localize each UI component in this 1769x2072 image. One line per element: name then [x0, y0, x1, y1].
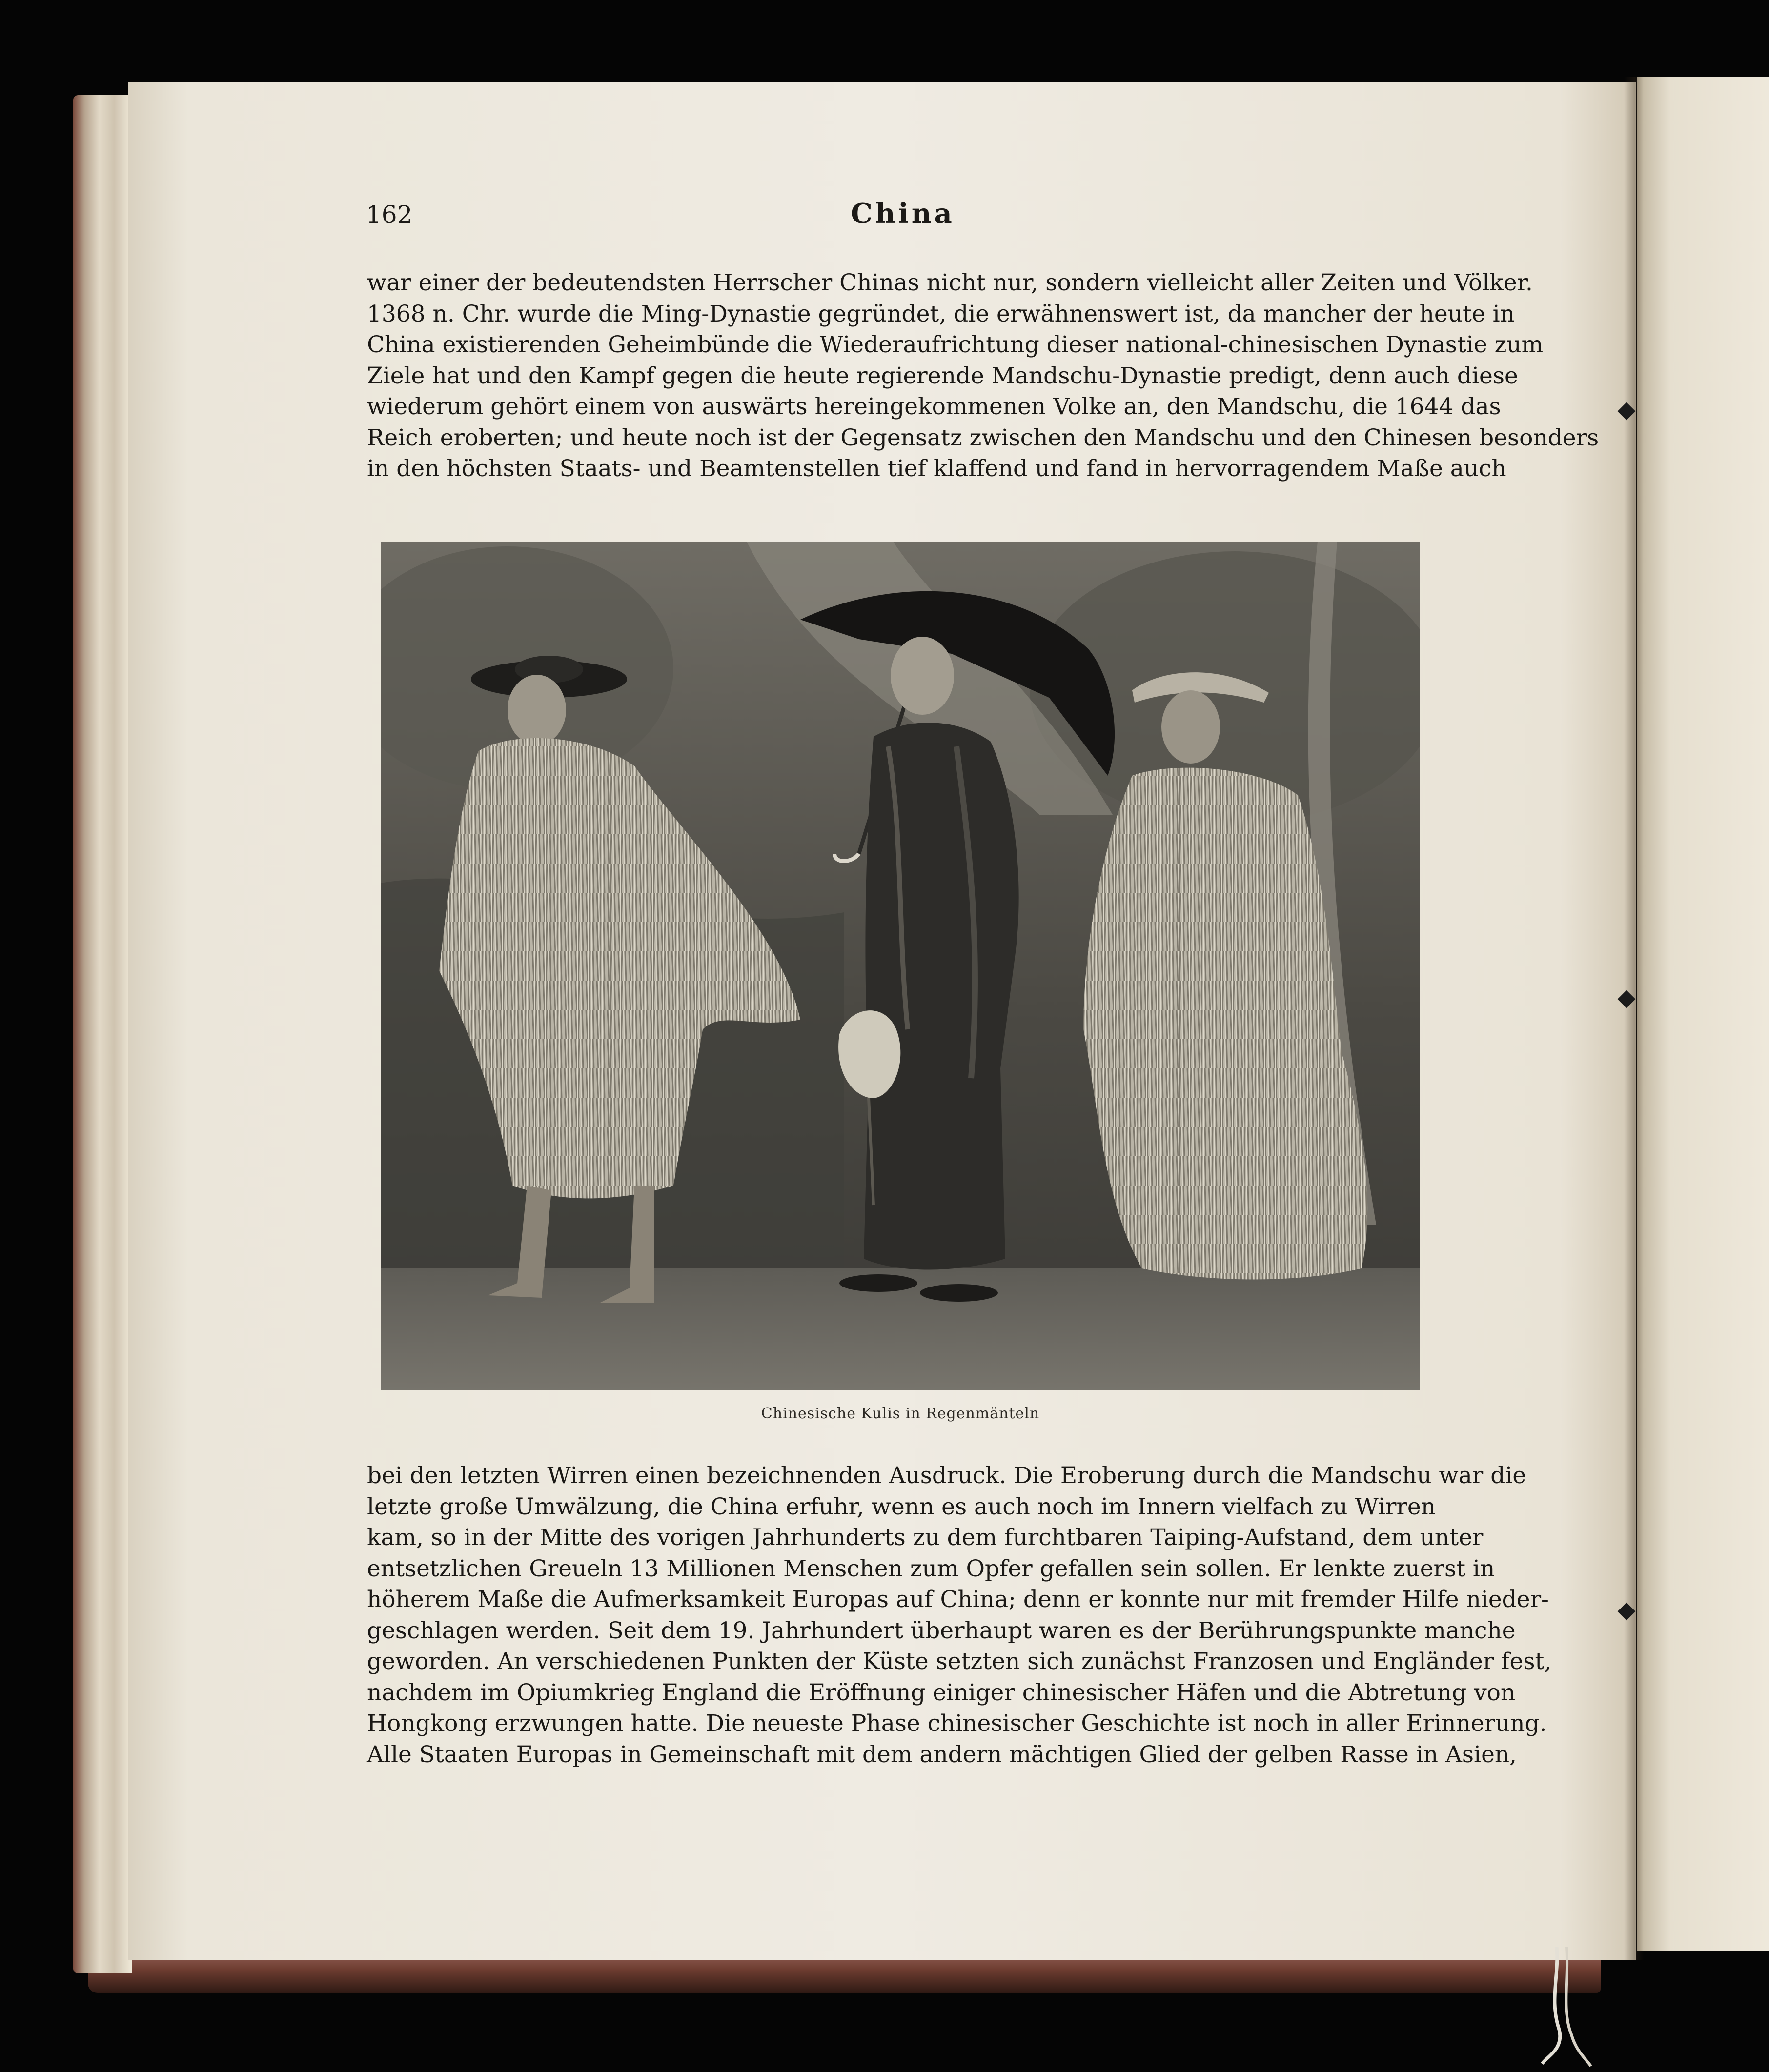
photo-illustration	[381, 542, 1420, 1390]
right-page-edge	[1637, 77, 1769, 1951]
text-line: China existierenden Geheimbünde die Wiederaufrichtung dieser national-chinesischen Dynastie zum	[367, 331, 1544, 358]
text-line: in den höchsten Staats- und Beamtenstellen tief klaffend und fand in hervorragendem Maße auch	[367, 455, 1506, 482]
photo-plate	[381, 542, 1420, 1390]
text-line: geschlagen werden. Seit dem 19. Jahrhundert überhaupt waren es der Berührungspunkte manche	[367, 1617, 1516, 1644]
text-line: geworden. An verschiedenen Punkten der Küste setzten sich zunächst Franzosen und Engländer fest,	[367, 1648, 1552, 1675]
page-stack-edge	[73, 95, 132, 1973]
text-line: war einer der bedeutendsten Herrscher Chinas nicht nur, sondern vielleicht aller Zeiten und Völker.	[367, 269, 1533, 296]
text-line: Ziele hat und den Kampf gegen die heute regierende Mandschu-Dynastie predigt, denn auch diese	[367, 362, 1518, 389]
text-line: wiederum gehört einem von auswärts hereingekommenen Volke an, den Mandschu, die 1644 das	[367, 393, 1501, 420]
text-line: kam, so in der Mitte des vorigen Jahrhunderts zu dem furchtbaren Taiping-Aufstand, dem unter	[367, 1524, 1484, 1551]
text-line: letzte große Umwälzung, die China erfuhr, wenn es auch noch im Innern vielfach zu Wirren	[367, 1493, 1436, 1520]
page-header	[366, 198, 1440, 241]
text-line: Alle Staaten Europas in Gemeinschaft mit dem andern mächtigen Glied der gelben Rasse in Asien,	[367, 1741, 1517, 1768]
text-line: höherem Maße die Aufmerksamkeit Europas auf China; denn er konnte nur mit fremder Hilfe nieder-	[367, 1586, 1549, 1613]
page-number: 162	[366, 201, 413, 229]
text-line: Hongkong erzwungen hatte. Die neueste Phase chinesischer Geschichte ist noch in aller Erinnerung.	[367, 1710, 1547, 1737]
body-text-bottom	[367, 1460, 1552, 1770]
body-text-top	[367, 267, 1599, 484]
bookmark-thread	[1537, 1947, 1596, 2069]
running-title: China	[851, 198, 955, 230]
text-line: Reich eroberten; und heute noch ist der Gegensatz zwischen den Mandschu und den Chinesen besonders	[367, 424, 1599, 451]
text-line: bei den letzten Wirren einen bezeichnenden Ausdruck. Die Eroberung durch die Mandschu war die	[367, 1462, 1526, 1489]
figure-caption: Chinesische Kulis in Regenmänteln	[761, 1405, 1040, 1422]
text-line: 1368 n. Chr. wurde die Ming-Dynastie gegründet, die erwähnenswert ist, da mancher der heute in	[367, 300, 1515, 327]
text-line: nachdem im Opiumkrieg England die Eröffnung einiger chinesischer Häfen und die Abtretung von	[367, 1679, 1516, 1706]
book-gutter	[1624, 77, 1644, 1960]
text-line: entsetzlichen Greueln 13 Millionen Menschen zum Opfer gefallen sein sollen. Er lenkte zuerst in	[367, 1555, 1495, 1582]
